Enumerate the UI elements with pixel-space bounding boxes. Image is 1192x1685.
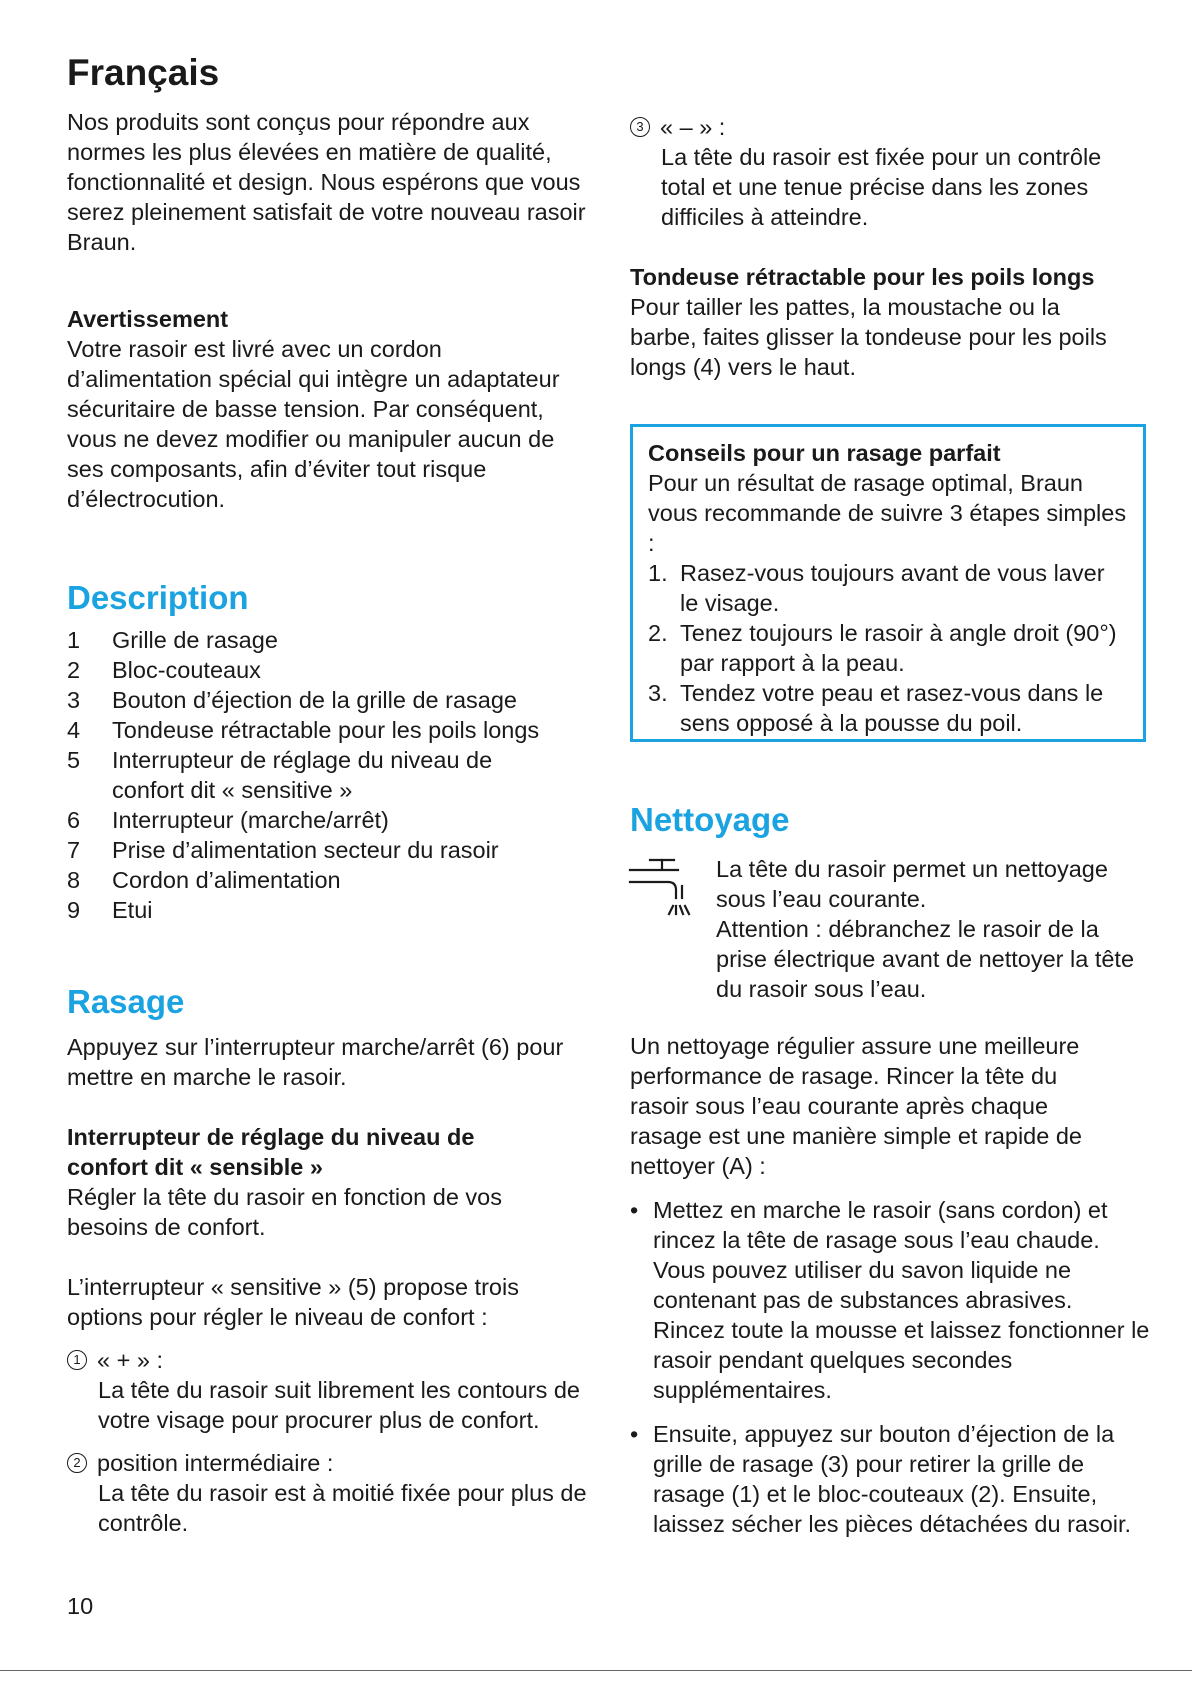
cleaning-heading: Nettoyage [630, 801, 790, 838]
rasage-section [67, 982, 587, 1538]
rasage-heading: Rasage [67, 983, 185, 1020]
water-tap-icon [628, 858, 692, 922]
circled-number-3: 3 [630, 117, 650, 137]
warning-text: Votre rasoir est livré avec un cordon d’alimentation spécial qui intègre un adaptateur sécuritaire de basse tension. Par conséquent, vous ne devez modifier ou manipuler aucun de ses composants, afin d’éviter tout risque d’électrocution. [67, 336, 560, 512]
option-2 [67, 1448, 587, 1538]
tips-heading: Conseils pour un rasage parfait [648, 440, 1001, 466]
list-item: 4 Tondeuse rétractable pour les poils longs [67, 717, 540, 743]
circled-number-1: 1 [67, 1350, 87, 1370]
option-1 [67, 1345, 587, 1435]
cleaning-text: Un nettoyage régulier assure une meilleure performance de rasage. Rincer la tête du rasoir sous l’eau courante après chaque rasage est une manière simple et rapide de nettoyer (A) : [630, 1033, 1082, 1179]
option-label: « – » : [660, 114, 726, 140]
tips-intro: Pour un résultat de rasage optimal, Braun vous recommande de suivre 3 étapes simples : [648, 470, 1127, 556]
trimmer-section [630, 262, 1150, 382]
switch-text: Régler la tête du rasoir en fonction de vos besoins de confort. [67, 1184, 503, 1240]
tips-steps [648, 558, 1129, 738]
description-section [67, 578, 597, 925]
option-text: La tête du rasoir suit librement les contours de votre visage pour procurer plus de confort. [98, 1377, 581, 1433]
trimmer-heading: Tondeuse rétractable pour les poils longs [630, 264, 1095, 290]
warning-heading: Avertissement [67, 306, 229, 332]
list-item: 2. Tenez toujours le rasoir à angle droit (90°) par rapport à la peau. [648, 620, 1117, 676]
option-3 [630, 112, 1150, 232]
page-number: 10 [67, 1593, 94, 1619]
list-item: 2 Bloc-couteaux [67, 657, 261, 683]
intro-paragraph: Nos produits sont conçus pour répondre aux normes les plus élevées en matière de qualité, fonctionnalité et design. Nous espérons que vous serez pleinement satisfait de votre nouveau rasoir Braun. [67, 109, 586, 255]
list-item: • Mettez en marche le rasoir (sans cordon) et rincez la tête de rasage sous l’eau chaude. Vous pouvez utiliser du savon liquide ne contenant pas de substances abrasives. Rincez toute la mousse et laissez fonctionner le rasoir pendant quelques secondes supplémentaires. [630, 1197, 1150, 1403]
option-label: « + » : [97, 1347, 163, 1373]
description-list [67, 625, 597, 925]
list-item: 8 Cordon d’alimentation [67, 867, 341, 893]
option-text: La tête du rasoir est fixée pour un contrôle total et une tenue précise dans les zones difficiles à atteindre. [661, 144, 1102, 230]
list-item: 9 Etui [67, 897, 153, 923]
description-heading: Description [67, 579, 249, 616]
rasage-text: Appuyez sur l’interrupteur marche/arrêt (6) pour mettre en marche le rasoir. [67, 1034, 564, 1090]
page-title: Français [67, 52, 220, 93]
list-item: 5 Interrupteur de réglage du niveau de confort dit « sensitive » [67, 747, 493, 803]
option-label: position intermédiaire : [97, 1450, 334, 1476]
cleaning-icon-note [716, 854, 1156, 1004]
list-item: 3. Tendez votre peau et rasez-vous dans le sens opposé à la pousse du poil. [648, 680, 1104, 736]
cleaning-bullets [630, 1195, 1150, 1539]
cleaning-note-text: La tête du rasoir permet un nettoyage sous l’eau courante. [716, 856, 1108, 912]
cleaning-warning-text: Attention : débranchez le rasoir de la prise électrique avant de nettoyer la tête du rasoir sous l’eau. [716, 916, 1135, 1002]
tips-box [630, 424, 1146, 742]
trimmer-text: Pour tailler les pattes, la moustache ou la barbe, faites glisser la tondeuse pour les poils longs (4) vers le haut. [630, 294, 1107, 380]
options-intro: L’interrupteur « sensitive » (5) propose trois options pour régler le niveau de confort : [67, 1274, 519, 1330]
warning-section [67, 304, 592, 514]
list-item: 7 Prise d’alimentation secteur du rasoir [67, 837, 499, 863]
list-item: 1. Rasez-vous toujours avant de vous laver le visage. [648, 560, 1105, 616]
cleaning-section [630, 1031, 1150, 1539]
option-text: La tête du rasoir est à moitié fixée pour plus de contrôle. [98, 1480, 587, 1536]
switch-heading: Interrupteur de réglage du niveau de confort dit « sensible » [67, 1124, 475, 1180]
list-item: 6 Interrupteur (marche/arrêt) [67, 807, 389, 833]
bottom-rule [0, 1670, 1192, 1671]
list-item: 1 Grille de rasage [67, 627, 278, 653]
list-item: 3 Bouton d’éjection de la grille de rasage [67, 687, 517, 713]
circled-number-2: 2 [67, 1453, 87, 1473]
list-item: • Ensuite, appuyez sur bouton d’éjection de la grille de rasage (3) pour retirer la grille de rasage (1) et le bloc-couteaux (2). Ensuite, laissez sécher les pièces détachées du rasoir. [630, 1421, 1132, 1537]
